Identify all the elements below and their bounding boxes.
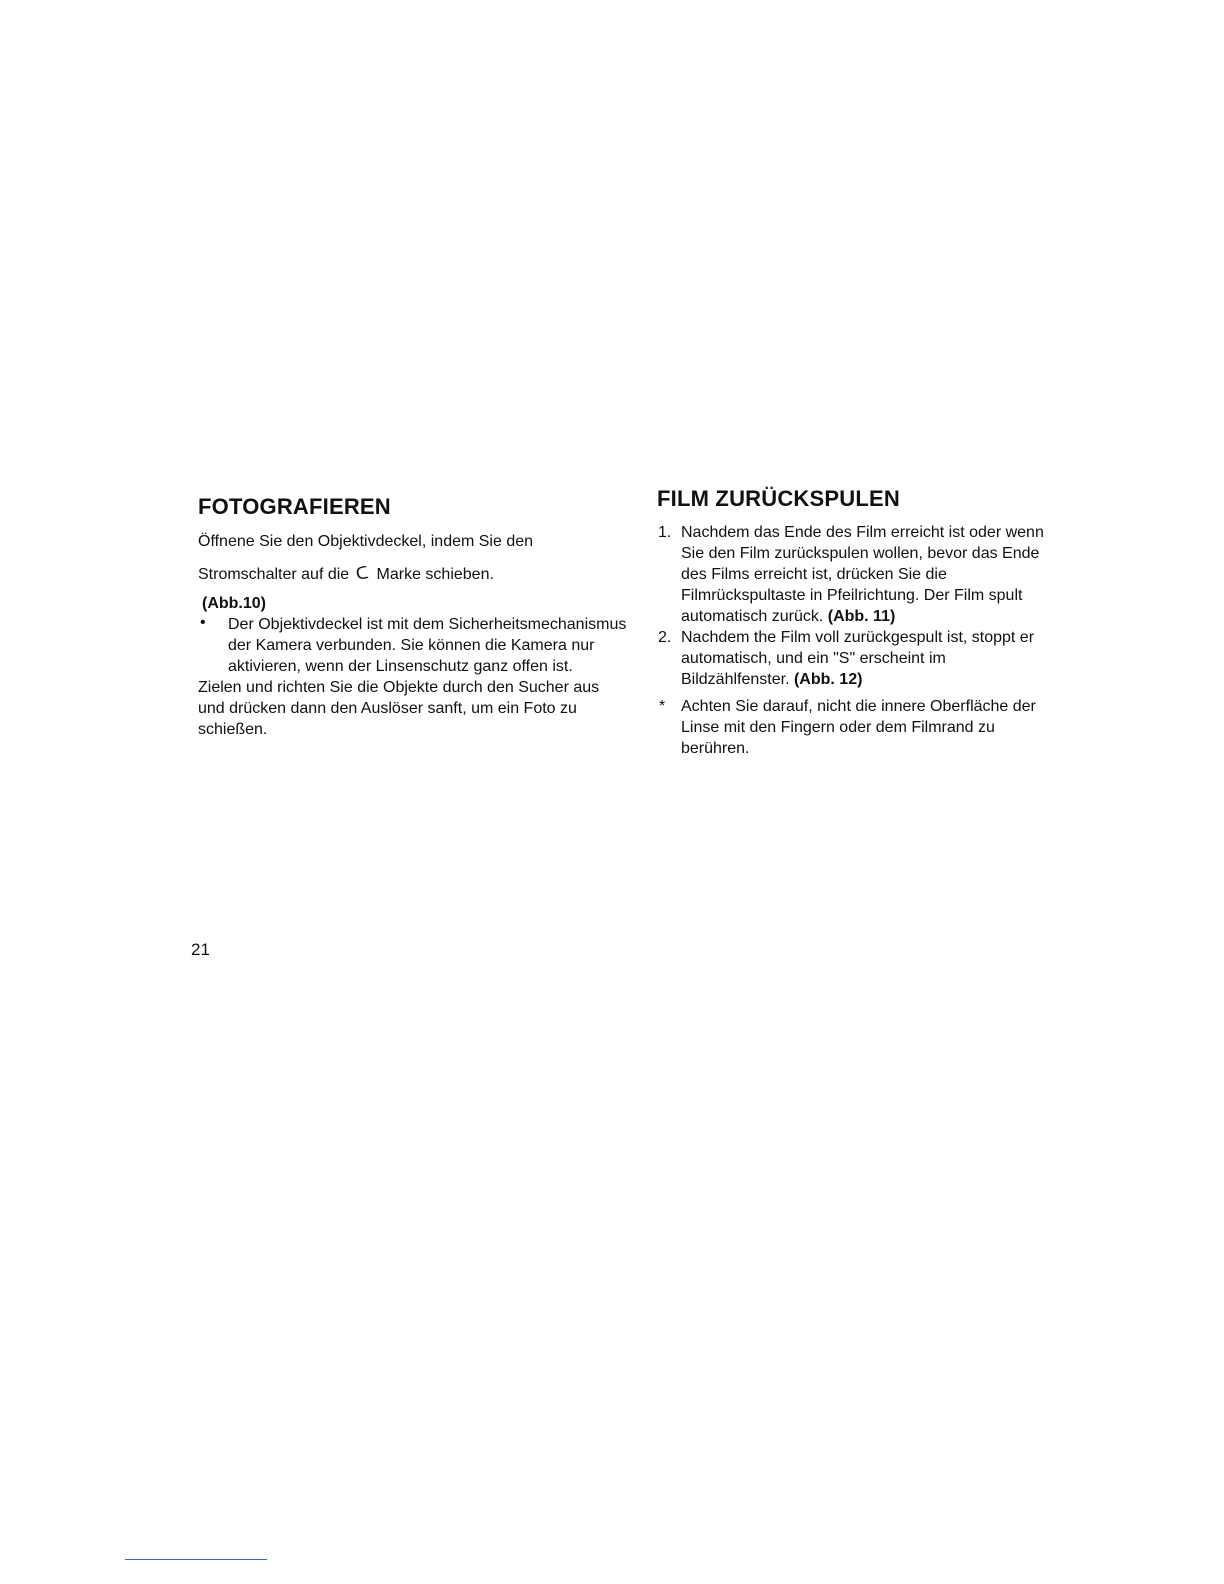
intro-paragraph [198,531,648,585]
list-item [657,627,1057,690]
intro-line-1: Öffnene Sie den Objektivdeckel, indem Sie den [198,533,534,550]
bullet-text: Der Objektivdeckel ist mit dem Sicherheitsmechanismus der Kamera verbunden. Sie können die Kamera nur aktivieren, wenn der Linsenschutz ganz offen ist. [228,616,627,675]
list-item-text: Nachdem the Film voll zurückgespult ist, stoppt er automatisch, und ein "S" erscheint im Bildzählfenster. [681,629,1035,688]
section-title-fotografieren: FOTOGRAFIEREN [198,494,391,519]
figure-reference-12: (Abb. 12) [793,671,863,688]
note-mark: * [659,698,666,715]
bullet-item-lens-cover [198,614,648,677]
closing-paragraph: Zielen und richten Sie die Objekte durch den Sucher aus und drücken dann den Auslöser sanft, um ein Foto zu schießen. [198,679,600,738]
intro-line-2 [198,563,648,585]
intro-line-2b: Marke schieben. [376,566,494,583]
list-item-number: 1. [658,524,672,541]
section-film-zurueckspulen [657,486,1057,759]
figure-reference-11: (Abb. 11) [827,608,896,625]
bullet-mark: • [200,614,206,631]
mode-mark-icon: ᑕ [354,563,370,584]
list-item-number: 2. [658,629,672,646]
list-item-text: Nachdem das Ende des Film erreicht ist oder wenn Sie den Film zurückspulen wollen, bevor das Ende des Films erreicht ist, drücken Sie die Filmrückspultaste in Pfeilrichtung. Der Film spult automatisch zurück. [681,524,1044,625]
footer-rule [125,1559,267,1560]
section-title-film-zurueckspulen: FILM ZURÜCKSPULEN [657,486,900,511]
note-text: Achten Sie darauf, nicht die innere Oberfläche der Linse mit den Fingern oder dem Filmrand zu berühren. [681,698,1036,757]
section-fotografieren [198,494,648,740]
intro-line-2a: Stromschalter auf die [198,566,350,583]
page-number: 21 [191,940,210,959]
list-item [657,522,1057,627]
note-item [657,696,1057,759]
figure-reference-10: (Abb.10) [202,595,266,612]
